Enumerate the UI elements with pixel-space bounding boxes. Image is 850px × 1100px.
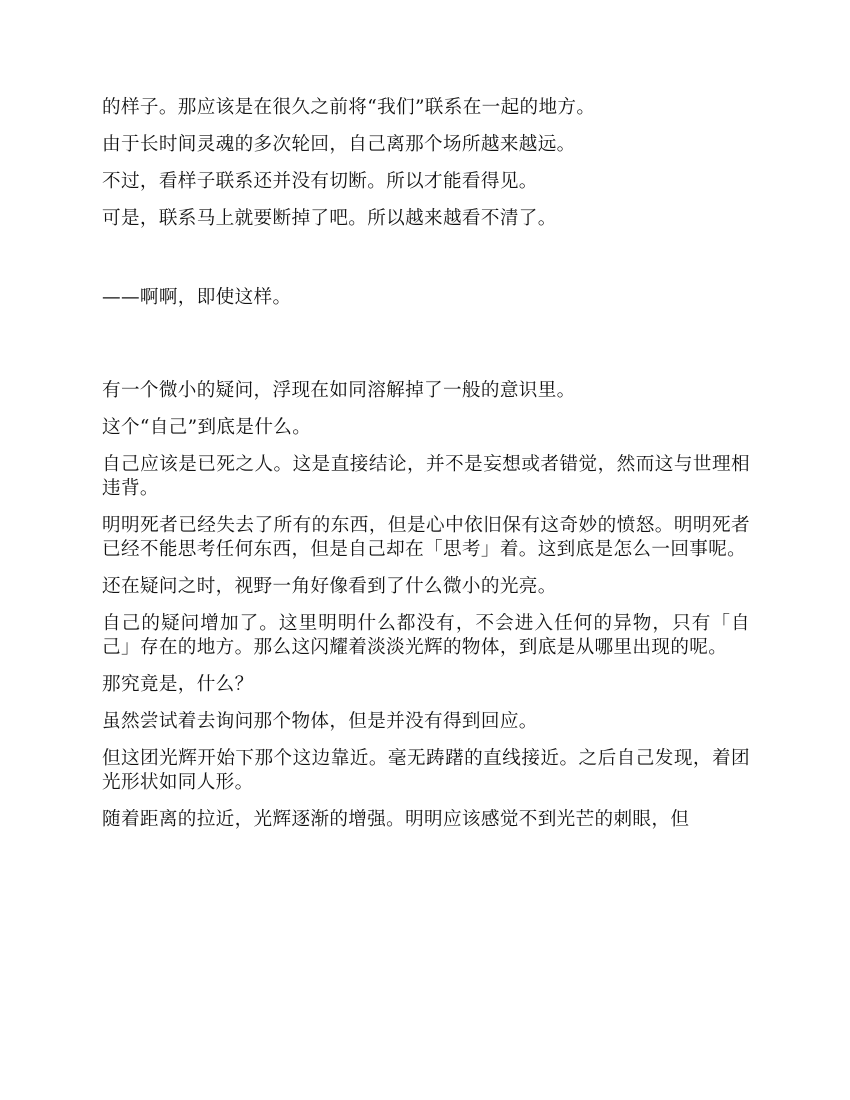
- document-page: [102, 96, 750, 845]
- paragraph: 有一个微小的疑问，浮现在如同溶解掉了一般的意识里。: [102, 380, 576, 401]
- paragraph: 这个“自己”到底是什么。: [102, 417, 312, 438]
- paragraph: 可是，联系马上就要断掉了吧。所以越来越看不清了。: [102, 208, 557, 229]
- paragraph: 自己应该是已死之人。这是直接结论，并不是妄想或者错觉，然而这与世理相违背。: [102, 454, 750, 499]
- paragraph: 明明死者已经失去了所有的东西，但是心中依旧保有这奇妙的愤怒。明明死者已经不能思考任何东西，但是自己却在「思考」着。这到底是怎么一回事呢。: [102, 515, 750, 560]
- paragraph: 那究竟是，什么？: [102, 674, 254, 695]
- paragraph: 的样子。那应该是在很久之前将“我们”联系在一起的地方。: [102, 97, 596, 118]
- paragraph: 不过，看样子联系还并没有切断。所以才能看得见。: [102, 171, 538, 192]
- paragraph: 随着距离的拉近，光辉逐渐的增强。明明应该感觉不到光芒的刺眼，但: [102, 809, 690, 830]
- paragraph: 但这团光辉开始下那个这边靠近。毫无踌躇的直线接近。之后自己发现，着团光形状如同人形。: [102, 748, 750, 793]
- paragraph: 自己的疑问增加了。这里明明什么都没有，不会进入任何的异物，只有「自己」存在的地方。那么这闪耀着淡淡光辉的物体，到底是从哪里出现的呢。: [102, 613, 750, 658]
- paragraph: 还在疑问之时，视野一角好像看到了什么微小的光亮。: [102, 576, 557, 597]
- paragraph-interjection: ——啊啊，即使这样。: [102, 287, 292, 308]
- paragraph: 虽然尝试着去询问那个物体，但是并没有得到回应。: [102, 711, 538, 732]
- paragraph: 由于长时间灵魂的多次轮回，自己离那个场所越来越远。: [102, 134, 576, 155]
